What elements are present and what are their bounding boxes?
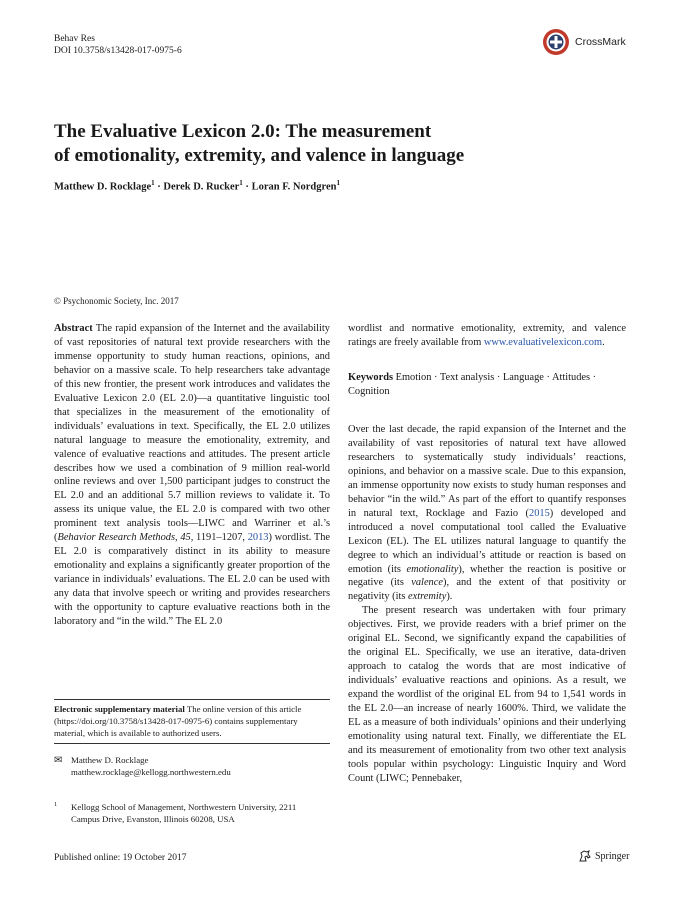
springer-horse-icon [578,849,592,863]
text-run: ), and the extent of that positivity or negativity (its [348,577,626,603]
affiliation-number: 1 [54,801,58,808]
contact-email[interactable]: matthew.rocklage@kellogg.northwestern.edu [71,767,231,777]
text-run: ) developed and introduced a novel computational tool called the Evaluative Lexicon (EL). The EL utilizes natural language to quantify the degree to which an individual’s attitude or reaction is based on emotion (its [348,507,626,575]
author-list [54,179,340,193]
esm-doi-link[interactable]: https://doi.org/10.3758/s13428-017-0975-6 [56,716,210,726]
author-name[interactable]: Matthew D. Rocklage [54,181,152,193]
author-name[interactable]: Derek D. Rucker [163,181,240,193]
crossmark-icon [542,28,570,56]
abstract-text: wordlist and normative emotionality, extremity, and valence ratings are freely available from [348,323,626,348]
journal-header [54,33,182,57]
copyright-notice: © Psychonomic Society, Inc. 2017 [54,296,179,306]
author-affiliation-mark: 1 [239,179,243,187]
abstract-text: 1191–1207, [193,532,248,544]
keywords-label: Keywords [348,372,394,383]
emphasis: valence [411,577,443,589]
punctuation: . [602,336,605,348]
journal-citation: Behavior Research Methods, 45, [57,532,194,544]
title-line-1: The Evaluative Lexicon 2.0: The measurement [54,121,432,142]
citation-year-link[interactable]: 2015 [529,507,550,519]
text-run: ). [446,591,453,603]
author-separator: · [242,181,252,193]
doi: DOI 10.3758/s13428-017-0975-6 [54,46,182,56]
abstract [54,322,330,629]
crossmark-label: CrossMark [575,36,626,48]
body-text [348,423,626,786]
abstract-continued [348,322,626,350]
citation-year-link[interactable]: 2013 [247,532,269,544]
article-title [54,120,524,168]
abstract-heading: Abstract [54,323,93,334]
text-run: ) contains supplementary material, which is available to authorized users. [54,716,298,738]
paragraph: The present research was undertaken with four primary objectives. First, we provide readers with a brief primer on the original EL. Second, we significantly expand the capabilities of the original EL. Specifically, we use an iterative, data-driven approach to catalog the words that are most indicative of individuals’ evaluative reactions and opinions. As a result, we expand the wordlist of the original EL from 94 to 1,541 words in the EL 2.0—an increase of nearly 1600%. Third, we validate the EL as a measure of both individuals’ opinions and their underlying emotionality using natural text. Finally, we differentiate the EL and its measurement of emotionality from two other text analysis tools popular within psychology: Linguistic Inquiry and Word Count (LIWC; Pennebaker, [348,605,626,784]
emphasis: emotionality [406,563,459,575]
affiliation-line: Kellogg School of Management, Northwestern University, 2211 [71,802,297,812]
springer-logo [578,849,629,863]
esm-label: Electronic supplementary material [54,704,185,714]
text-run: Over the last decade, the rapid expansion of the Internet and the availability of vast repositories of natural text have allowed researchers to systematically study individuals’ reactions, opinions, and behavior on a massive scale. Due to this expansion, an immense opportunity now exists to study human responses and behavior “in the wild.” As part of the effort to quantify responses in natural text, Rocklage and Fazio ( [348,424,626,519]
text-run: The online version of this article ( [54,704,302,726]
abstract-text: The rapid expansion of the Internet and the availability of vast repositories of natural text provide researchers with the immense opportunity to study human reactions, opinions, and behavior on a massive scale. To help researchers take advantage of this new frontier, the present work introduces and validates the Evaluative Lexicon 2.0 (EL 2.0)—a quantitative linguistic tool that specializes in the measurement of the emotionality of individuals’ evaluations in text. Specifically, the EL 2.0 utilizes natural language to measure the emotionality, extremity, and valence of evaluative reactions and attitudes. The present article describes how we used a combination of 9 million real-world online reviews and over 1,500 participant judges to construct the EL 2.0 and an additional 5.7 million reviews to validate it. To assess its unique value, the EL 2.0 is compared with two other prominent text analysis tools—LIWC and Warriner et al.’s ( [54,323,330,544]
contact-name: Matthew D. Rocklage [71,755,149,765]
keywords [348,371,626,399]
paragraph [348,423,626,604]
affiliation-line: Campus Drive, Evanston, Illinois 60208, USA [71,814,235,824]
keywords-list: Emotion · Text analysis · Language · Attitudes · Cognition [348,372,597,397]
journal-name: Behav Res [54,34,95,44]
text-run: ), whether the reaction is positive or negative (its [348,563,626,589]
title-line-2: of emotionality, extremity, and valence in language [54,145,465,166]
emphasis: extremity [408,591,447,603]
author-affiliation-mark: 1 [151,179,155,187]
footnote-divider [54,699,330,700]
footnote-divider [54,743,330,744]
crossmark-badge[interactable] [542,27,662,57]
publisher-name: Springer [595,850,630,862]
website-link[interactable]: www.evaluativelexicon.com [483,336,603,348]
supplementary-material-note [54,703,330,739]
abstract-text: ) wordlist. The EL 2.0 is comparatively distinct in its ability to measure emotionality and explains a significantly greater proportion of the variance in individuals’ evaluations. The EL 2.0 can be used with any data that involve speech or writing and provides researchers with the opportunity to capture evaluative reactions both in the laboratory and “in the wild.” The EL 2.0 [54,532,330,628]
envelope-icon: ✉ [54,755,63,766]
affiliation [54,801,330,825]
corresponding-author [54,754,330,778]
author-name[interactable]: Loran F. Nordgren [251,181,337,193]
author-separator: · [154,181,164,193]
author-affiliation-mark: 1 [336,179,340,187]
published-date: Published online: 19 October 2017 [54,853,187,863]
